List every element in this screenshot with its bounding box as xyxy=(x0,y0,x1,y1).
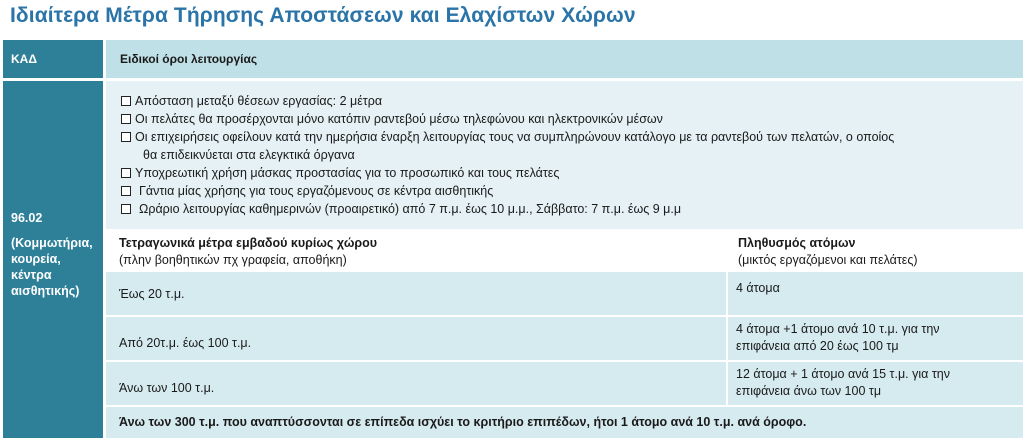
condition-item: Γάντια μίας χρήσης για τους εργαζόμενους σε κέντρα αισθητικής xyxy=(121,182,1023,200)
population-column-header: Πληθυσμός ατόμων (μικτός εργαζόμενοι και πελάτες) xyxy=(728,231,1023,270)
condition-item: Υποχρεωτική χρήση μάσκας προστασίας για το προσωπικό και τους πελάτες xyxy=(121,164,1023,182)
kad-column-header: ΚΑΔ xyxy=(3,40,103,78)
area-cell: Έως 20 τ.μ. xyxy=(106,272,726,315)
kad-description: (Κομμωτήρια, κουρεία, κέντρα αισθητικής) xyxy=(11,236,93,298)
checkbox-icon xyxy=(121,186,131,196)
population-cell: 12 άτομα + 1 άτομο ανά 15 τ.μ. για την επιφάνεια άνω των 100 τμ xyxy=(728,362,1023,405)
footer-note: Άνω των 300 τ.μ. που αναπτύσσονται σε επίπεδα ισχύει το κριτήριο επιπέδων, ήτοι 1 άτομο ανά 10 τ.μ. ανά όροφο. xyxy=(106,407,1023,438)
checkbox-icon xyxy=(121,204,131,214)
condition-item: Απόσταση μεταξύ θέσεων εργασίας: 2 μέτρα xyxy=(121,92,1023,110)
condition-item-continuation: θα επιδεικνύεται στα ελεγκτικά όργανα xyxy=(143,148,355,162)
area-cell: Άνω των 100 τ.μ. xyxy=(106,362,726,405)
area-column-header: Τετραγωνικά μέτρα εμβαδού κυρίως χώρου (πλην βοηθητικών πχ γραφεία, αποθήκη) xyxy=(106,231,726,270)
checkbox-icon xyxy=(121,132,131,142)
population-cell: 4 άτομα xyxy=(728,272,1023,315)
condition-item: Οι πελάτες θα προσέρχονται μόνο κατόπιν ραντεβού μέσω τηλεφώνου και ηλεκτρονικών μέσων xyxy=(121,110,1023,128)
kad-cell xyxy=(3,81,103,438)
measures-table xyxy=(3,40,1023,438)
kad-code: 96.02 xyxy=(11,211,43,225)
population-cell: 4 άτομα +1 άτομο ανά 10 τ.μ. για την επιφάνεια από 20 έως 100 τμ xyxy=(728,317,1023,360)
conditions-list xyxy=(106,81,1023,229)
checkbox-icon xyxy=(121,168,131,178)
area-cell: Από 20τ.μ. έως 100 τ.μ. xyxy=(106,317,726,360)
condition-item: Ωράριο λειτουργίας καθημερινών (προαιρετικό) από 7 π.μ. έως 10 μ.μ., Σάββατο: 7 π.μ. έως 9 μ.μ xyxy=(121,200,1023,218)
checkbox-icon xyxy=(121,114,131,124)
terms-column-header: Ειδικοί όροι λειτουργίας xyxy=(106,40,1023,78)
checkbox-icon xyxy=(121,96,131,106)
condition-item: Οι επιχειρήσεις οφείλουν κατά την ημερήσια έναρξη λειτουργίας τους να συμπληρώνουν κατάλογο με τα ραντεβού των πελατών, ο οποίος θα επιδεικνύεται στα ελεγκτικά όργανα xyxy=(121,128,1023,164)
page-title: Ιδιαίτερα Μέτρα Τήρησης Αποστάσεων και Ελαχίστων Χώρων xyxy=(10,4,636,27)
